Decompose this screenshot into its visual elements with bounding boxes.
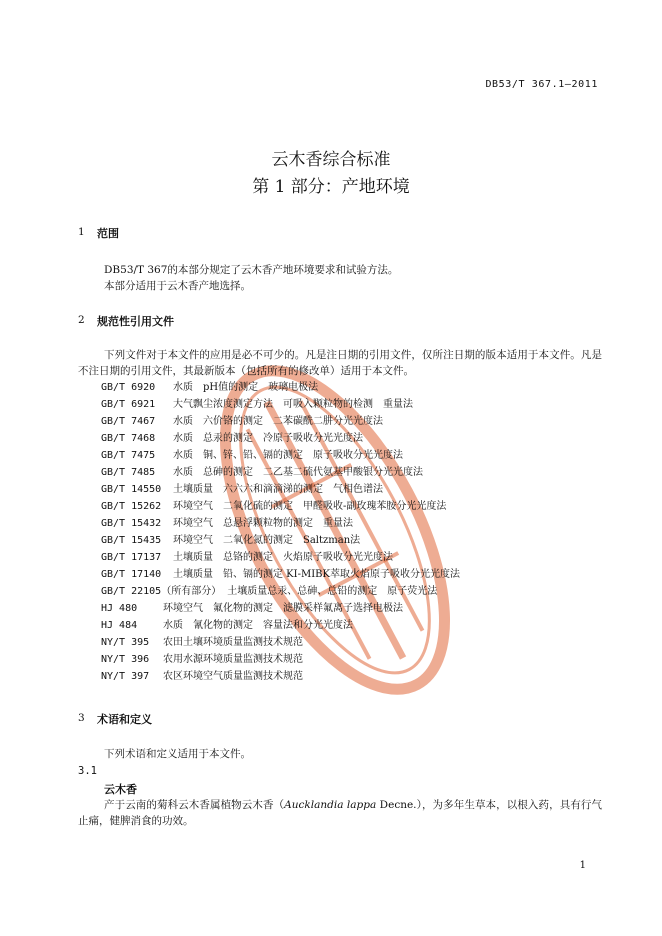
document-code-header: DB53/T 367.1—2011 <box>485 79 598 90</box>
reference-item: GB/T 15435 环境空气 二氧化氮的测定 Saltzman法 <box>101 535 361 546</box>
reference-item: GB/T 7468 水质 总汞的测定 冷原子吸收分光光度法 <box>101 433 363 444</box>
section-3-title: 术语和定义 <box>97 713 152 726</box>
reference-item: GB/T 6920 水质 pH值的测定 玻璃电极法 <box>101 382 319 393</box>
term-heading: 云木香 <box>104 783 137 796</box>
section-2-number: 2 <box>78 314 85 326</box>
reference-item: NY/T 395 农田土壤环境质量监测技术规范 <box>101 637 303 648</box>
document-title: 云木香综合标准 <box>271 150 391 170</box>
reference-item: GB/T 15262 环境空气 二氧化硫的测定 甲醛吸收-副玫瑰苯胺分光光度法 <box>101 501 447 512</box>
section-2-intro: 下列文件对于本文件的应用是必不可少的。凡是注日期的引用文件，仅所注日期的版本适用于本文件。凡是不注日期的引用文件，其最新版本（包括所有的修改单）适用于本文件。 <box>78 349 602 377</box>
reference-item: GB/T 7485 水质 总砷的测定 二乙基二硫代氨基甲酸银分光光度法 <box>101 467 423 478</box>
section-1-paragraph: 本部分适用于云木香产地选择。 <box>104 280 251 292</box>
reference-item: HJ 484 水质 氰化物的测定 容量法和分光光度法 <box>101 620 353 631</box>
reference-item: HJ 480 环境空气 氟化物的测定 滤膜采样氟离子选择电极法 <box>101 603 403 614</box>
section-1-number: 1 <box>78 226 85 238</box>
reference-item: NY/T 396 农用水源环境质量监测技术规范 <box>101 654 303 665</box>
section-1-title: 范围 <box>97 227 119 240</box>
document-subtitle: 第 1 部分：产地环境 <box>252 177 410 197</box>
section-3-number: 3 <box>78 712 85 724</box>
reference-item: GB/T 7467 水质 六价铬的测定 二苯碳酰二肼分光光度法 <box>101 416 383 427</box>
latin-name: Aucklandia lappa <box>284 799 377 811</box>
section-2-title: 规范性引用文件 <box>97 315 174 328</box>
reference-item: GB/T 22105（所有部分） 土壤质量总汞、总砷、总铅的测定 原子荧光法 <box>101 586 438 597</box>
reference-item: GB/T 17137 土壤质量 总铬的测定 火焰原子吸收分光光度法 <box>101 552 393 563</box>
section-3-intro: 下列术语和定义适用于本文件。 <box>104 748 251 760</box>
subsection-number: 3.1 <box>78 765 97 777</box>
reference-item: GB/T 15432 环境空气 总悬浮颗粒物的测定 重量法 <box>101 518 353 529</box>
section-1-paragraph: DB53/T 367的本部分规定了云木香产地环境要求和试验方法。 <box>104 264 399 276</box>
reference-item: GB/T 17140 土壤质量 铅、镉的测定 KI-MIBK萃取火焰原子吸收分光光度法 <box>101 569 460 580</box>
reference-item: GB/T 6921 大气飘尘浓度测定方法 可吸入颗粒物的检测 重量法 <box>101 399 413 410</box>
reference-item: GB/T 14550 土壤质量 六六六和滴滴涕的测定 气相色谱法 <box>101 484 383 495</box>
term-definition: 产于云南的菊科云木香属植物云木香（Aucklandia lappa Decne.），为多年生草本，以根入药，具有行气止痛，健脾消食的功效。 <box>78 799 603 827</box>
page-number: 1 <box>579 860 586 871</box>
reference-item: NY/T 397 农区环境空气质量监测技术规范 <box>101 671 303 682</box>
reference-item: GB/T 7475 水质 铜、锌、铅、镉的测定 原子吸收分光光度法 <box>101 450 403 461</box>
